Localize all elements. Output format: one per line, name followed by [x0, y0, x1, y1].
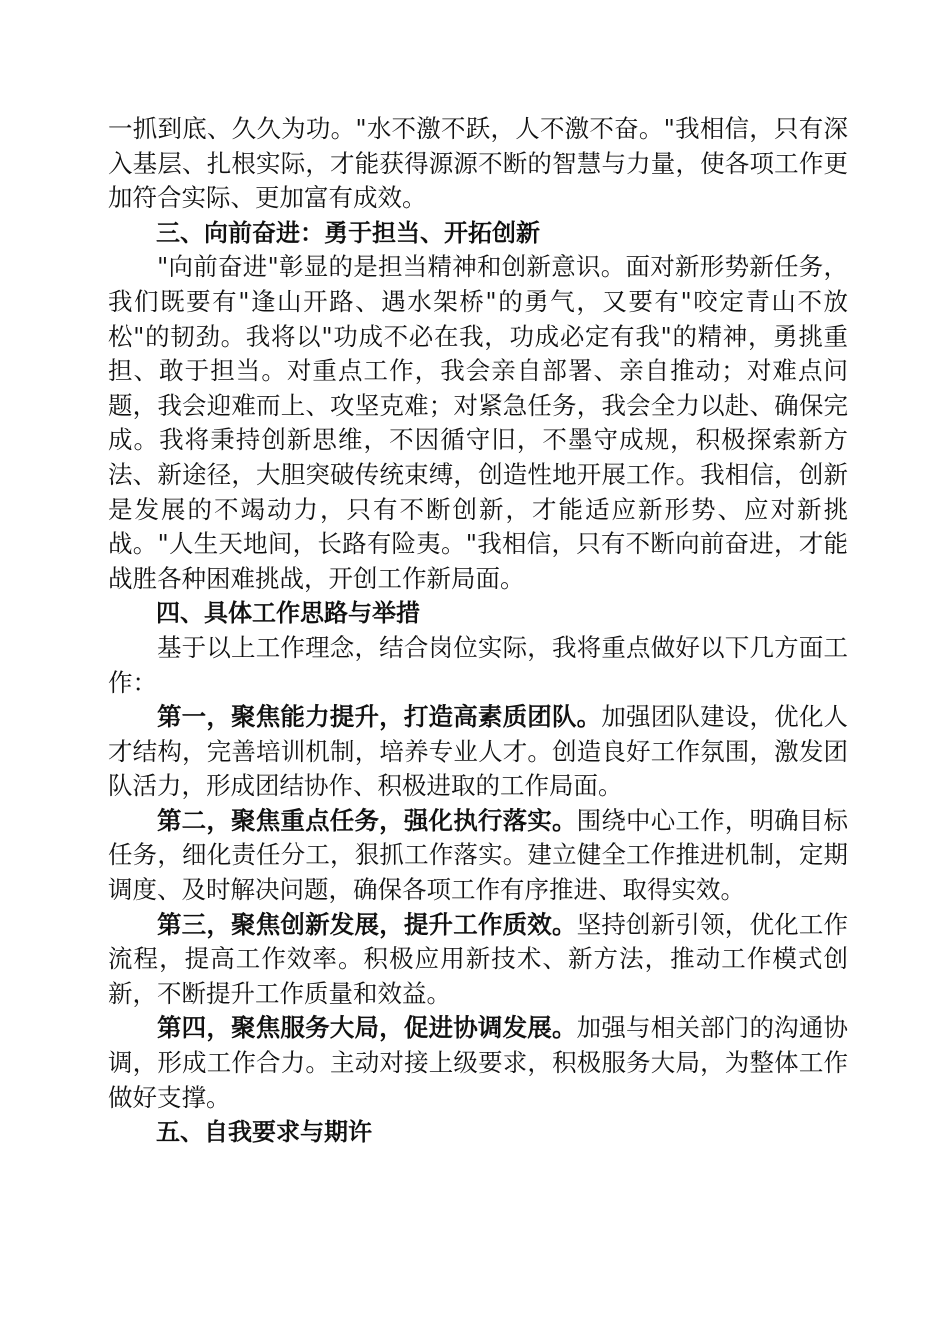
section-4-heading: 四、具体工作思路与举措 [156, 599, 420, 628]
work-item-4-text: 加强与相关部门的沟通协调，形成工作合力。主动对接上级要求，积极服务大局，为整体工作做好支撑。 [108, 1013, 849, 1112]
work-item-3-text: 坚持创新引领，优化工作流程，提高工作效率。积极应用新技术、新方法，推动工作模式创新，不断提升工作质量和效益。 [108, 909, 849, 1008]
section-5-heading: 五、自我要求与期许 [156, 1118, 372, 1147]
work-item-3-lead: 第三，聚焦创新发展，提升工作质效。 [157, 909, 577, 939]
work-item-2-lead: 第二，聚焦重点任务，强化执行落实。 [157, 805, 577, 835]
section-3-heading: 三、向前奋进：勇于担当、开拓创新 [156, 218, 540, 247]
work-item-1 [108, 700, 848, 804]
work-item-4 [108, 1011, 848, 1115]
work-item-2 [108, 804, 848, 908]
work-item-2-text: 围绕中心工作，明确目标任务，细化责任分工，狠抓工作落实。建立健全工作推进机制，定期调度、及时解决问题，确保各项工作有序推进、取得实效。 [108, 805, 849, 905]
work-item-1-text: 加强团队建设，优化人才结构，完善培训机制，培养专业人才。创造良好工作氛围，激发团队活力，形成团结协作、积极进取的工作局面。 [108, 702, 849, 801]
section-3-body: "向前奋进"彰显的是担当精神和创新意识。面对新形势新任务，我们既要有"逢山开路、遇水架桥"的勇气，又要有"咬定青山不放松"的韧劲。我将以"功成不必在我，功成必定有我"的精神，勇挑重担、敢于担当。对重点工作，我会亲自部署、亲自推动；对难点问题，我会迎难而上、攻坚克难；对紧急任务，我会全力以赴、确保完成。我将秉持创新思维，不因循守旧，不墨守成规，积极探索新方法、新途径，大胆突破传统束缚，创造性地开展工作。我相信，创新是发展的不竭动力，只有不断创新，才能适应新形势、应对新挑战。"人生天地间，长路有险夷。"我相信，只有不断向前奋进，才能战胜各种困难挑战，开创工作新局面。 [108, 252, 848, 593]
continuation-paragraph: 一抓到底、久久为功。"水不激不跃，人不激不奋。"我相信，只有深入基层、扎根实际，才能获得源源不断的智慧与力量，使各项工作更加符合实际、更加富有成效。 [108, 114, 848, 213]
document-page [108, 112, 848, 1150]
work-item-4-lead: 第四，聚焦服务大局，促进协调发展。 [157, 1013, 577, 1043]
work-item-3 [108, 908, 848, 1012]
section-4-intro: 基于以上工作理念，结合岗位实际，我将重点做好以下几方面工作： [108, 632, 848, 697]
work-item-1-lead: 第一，聚焦能力提升，打造高素质团队。 [157, 702, 602, 732]
